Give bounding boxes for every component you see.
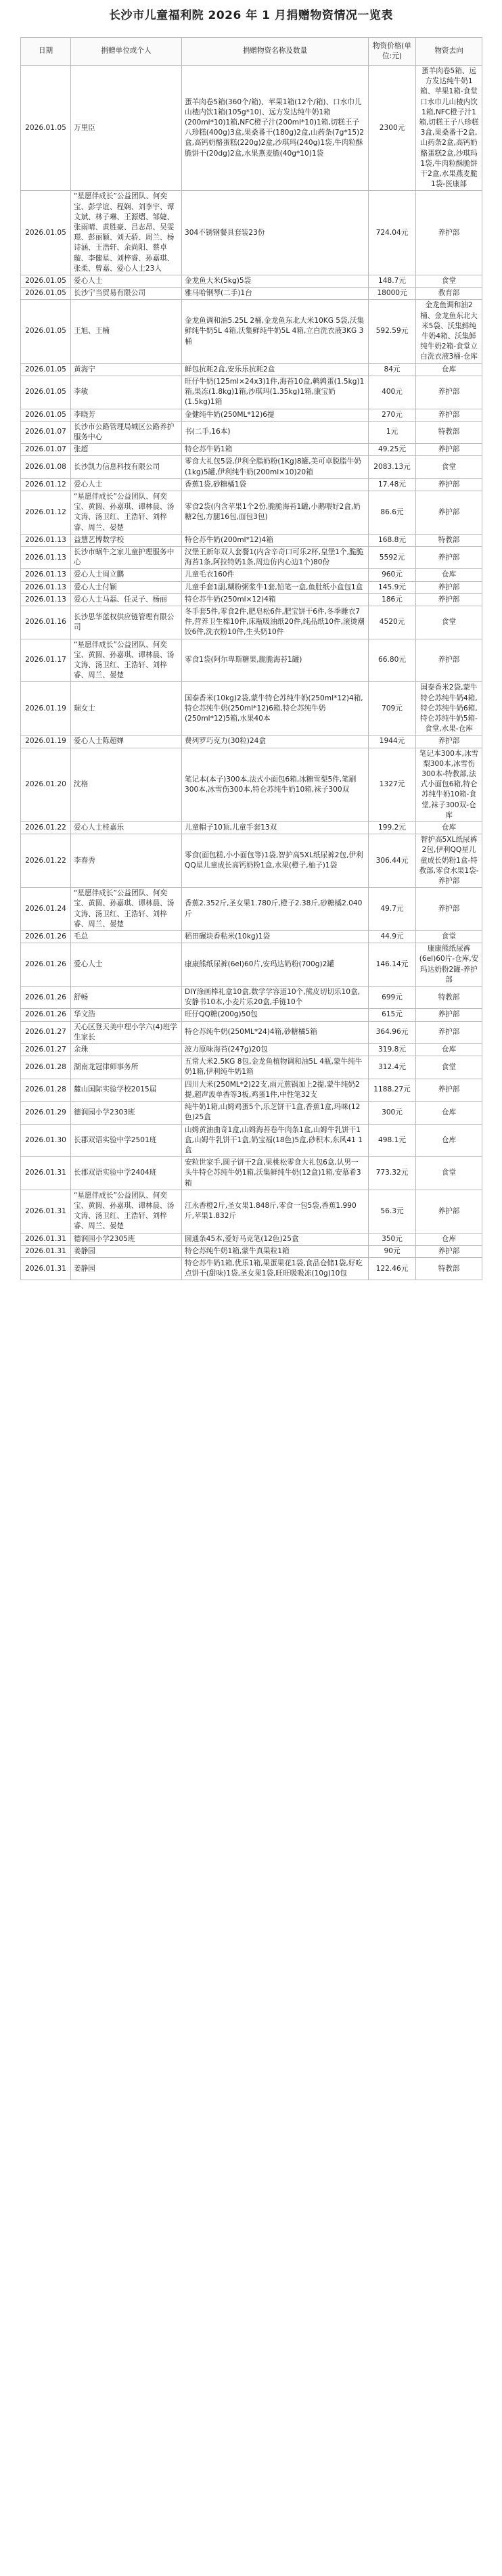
table-cell-items: 稻田碾块香粘米(10kg)1袋 (182, 931, 369, 943)
table-cell-destination: 特教部 (416, 1257, 482, 1280)
table-row (21, 478, 482, 491)
table-cell-donor: 爱心人士陈超婵 (71, 736, 182, 748)
table-cell-items: 特仑苏牛奶1箱 (182, 444, 369, 456)
table-row (21, 581, 482, 593)
table-cell-price: 699元 (369, 987, 416, 1009)
table-cell-items: 儿童手套1副,糊粉粥浆牛1套,铅笔一盒,鱼肚纸小盒包1盒 (182, 581, 369, 593)
table-cell-price: 44.9元 (369, 931, 416, 943)
table-cell-destination: 养护部 (416, 1245, 482, 1257)
table-cell-date: 2026.01.31 (21, 1233, 71, 1245)
table-row (21, 569, 482, 581)
table-cell-donor: 舒畅 (71, 987, 182, 1009)
table-cell-destination: 养护部 (416, 736, 482, 748)
table-cell-price: 306.44元 (369, 834, 416, 888)
table-row (21, 491, 482, 534)
table-cell-date: 2026.01.05 (21, 275, 71, 288)
table-cell-date: 2026.01.13 (21, 581, 71, 593)
table-cell-donor: 德润园小学2305班 (71, 1233, 182, 1245)
table-cell-destination: 康康熊纸尿裤(6el)60片-仓库,安玛达奶粉2罐-养护部 (416, 943, 482, 987)
table-cell-price: 2083.13元 (369, 456, 416, 478)
table-cell-destination: 仓库 (416, 1044, 482, 1056)
table-cell-price: 773.32元 (369, 1157, 416, 1190)
table-cell-items: 康康熊纸尿裤(6el)60片,安玛达奶粉(700g)2罐 (182, 943, 369, 987)
table-cell-date: 2026.01.05 (21, 363, 71, 376)
table-cell-donor: 长沙市公路管理局城区公路养护服务中心 (71, 421, 182, 443)
table-cell-donor: 王旭、王楠 (71, 300, 182, 363)
table-cell-date: 2026.01.31 (21, 1245, 71, 1257)
table-cell-date: 2026.01.07 (21, 444, 71, 456)
table-cell-date: 2026.01.24 (21, 888, 71, 931)
table-row (21, 593, 482, 606)
table-cell-items: 零食大礼包5袋,伊利全脂奶粉(1Kg)8罐,美可卓脱脂牛奶(1kg)5罐,伊利纯牛奶(200ml×10)20箱 (182, 456, 369, 478)
table-cell-destination: 食堂 (416, 275, 482, 288)
table-cell-price: 90元 (369, 1245, 416, 1257)
table-cell-donor: 麓山国际实验学校2015届 (71, 1079, 182, 1101)
table-cell-destination: 仓库 (416, 1102, 482, 1124)
table-row (21, 456, 482, 478)
table-cell-items: 304不锈钢餐具套装23份 (182, 191, 369, 275)
table-cell-donor: 爱心人士桂嘉乐 (71, 822, 182, 834)
table-row (21, 1157, 482, 1190)
table-cell-donor: “星愿伴成长”公益团队、何奕宝、黄圆、孙嘉琪、谭林晨、汤文涛、汤卫红、王浩轩、刘梓睿、周兰、晏楚 (71, 491, 182, 534)
table-row (21, 748, 482, 821)
table-cell-date: 2026.01.12 (21, 478, 71, 491)
table-cell-items: DIY涂画棒礼盒10盒,数学学容道10个,熊皮切切乐10盒,安静书10本,小麦片乐20盒,手链10个 (182, 987, 369, 1009)
table-row (21, 191, 482, 275)
table-cell-date: 2026.01.20 (21, 748, 71, 821)
table-cell-items: 金健纯牛奶(250ML*12)6提 (182, 409, 369, 421)
table-cell-date: 2026.01.28 (21, 1079, 71, 1101)
table-cell-date: 2026.01.26 (21, 943, 71, 987)
table-cell-destination: 食堂 (416, 1056, 482, 1079)
table-cell-items: 圆通条45本,爱好马克笔(12色)25盒 (182, 1233, 369, 1245)
table-cell-items: 香蕉2.352斤,圣女果1.780斤,橙子2.38斤,砂糖橘2.040斤 (182, 888, 369, 931)
table-cell-items: 雅马哈钢琴(二手)1台 (182, 288, 369, 300)
table-cell-date: 2026.01.05 (21, 191, 71, 275)
table-cell-items: 香蕉1袋,砂糖橘1袋 (182, 478, 369, 491)
table-cell-destination: 食堂 (416, 931, 482, 943)
table-cell-price: 84元 (369, 363, 416, 376)
table-row (21, 822, 482, 834)
table-cell-donor: 李敏 (71, 376, 182, 409)
table-cell-price: 960元 (369, 569, 416, 581)
table-cell-items: 零食(面包糕,小小面包等)1袋,智护高5XL纸尿裤2包,伊利QQ星儿童成长高钙奶粉1盒,水果(橙子,柚子)1袋 (182, 834, 369, 888)
header-destination: 物资去向 (416, 38, 482, 66)
table-row (21, 1079, 482, 1101)
table-row (21, 682, 482, 736)
table-cell-items: 江永香橙2斤,圣女果1.848斤,零食一包5袋,香蕉1.990斤,苹果1.832斤 (182, 1190, 369, 1233)
table-row (21, 1233, 482, 1245)
table-cell-donor: 毛总 (71, 931, 182, 943)
table-cell-price: 350元 (369, 1233, 416, 1245)
table-cell-donor: 李晓芳 (71, 409, 182, 421)
table-cell-items: 五常大米2.5KG 8包,金龙鱼植物调和油5L 4瓶,蒙牛纯牛奶1箱,伊利纯牛奶1箱 (182, 1056, 369, 1079)
table-cell-date: 2026.01.13 (21, 569, 71, 581)
table-cell-donor: 爱心人士马磊、任灵子、杨丽 (71, 593, 182, 606)
table-cell-donor: 余珠 (71, 1044, 182, 1056)
table-cell-destination: 养护部 (416, 639, 482, 682)
table-cell-donor: 长沙凯力信息科技有限公司 (71, 456, 182, 478)
table-cell-donor: “星愿伴成长”公益团队、何奕宝、黄圆、孙嘉琪、谭林晨、汤文涛、汤卫红、王浩轩、刘梓睿、周兰、晏楚 (71, 639, 182, 682)
table-cell-price: 498.1元 (369, 1124, 416, 1157)
table-cell-destination: 特教部 (416, 987, 482, 1009)
table-cell-price: 5592元 (369, 546, 416, 568)
table-cell-items: 冬手套5件,零食2件,肥皂松6件,肥宝饼干6件,冬季睡衣7件,营养卫生棉10件,床瓶吸油纸20件,纯品纸10件,滚烫潮饺6件,洗衣粉10件,生头奶10件 (182, 606, 369, 639)
table-cell-donor: 德润园小学2303班 (71, 1102, 182, 1124)
table-cell-date: 2026.01.13 (21, 546, 71, 568)
table-row (21, 409, 482, 421)
table-row (21, 288, 482, 300)
table-cell-items: 安粒世家手,圆子饼干2盒,果桃松零食大礼包6盒,认男一头牛特仑苏纯牛奶1箱,沃集鲜纯牛奶(12盒)1箱,安慕希3箱 (182, 1157, 369, 1190)
table-cell-price: 148.7元 (369, 275, 416, 288)
table-row (21, 66, 482, 191)
table-cell-price: 312.4元 (369, 1056, 416, 1079)
table-cell-date: 2026.01.05 (21, 300, 71, 363)
table-row (21, 736, 482, 748)
table-cell-price: 709元 (369, 682, 416, 736)
table-cell-date: 2026.01.16 (21, 606, 71, 639)
table-row (21, 1245, 482, 1257)
table-cell-date: 2026.01.05 (21, 409, 71, 421)
table-cell-date: 2026.01.27 (21, 1044, 71, 1056)
table-cell-donor: “星愿伴成长”公益团队、何奕宝、黄圆、孙嘉琪、谭林晨、汤文涛、汤卫红、王浩轩、刘梓睿、周兰、晏楚 (71, 888, 182, 931)
table-cell-donor: 华文浩 (71, 1009, 182, 1021)
table-cell-price: 592.59元 (369, 300, 416, 363)
table-cell-items: 旺仔牛奶(125ml×24x3)1件,海苔10盒,鹌鹑蛋(1.5kg)1箱,果冻(1.8kg)1箱,沙琪玛(1.35kg)1箱,康宝奶(1.5kg)1箱 (182, 376, 369, 409)
table-cell-items: 特仑苏牛奶(200ml*12)4箱 (182, 534, 369, 546)
table-row (21, 639, 482, 682)
table-cell-destination: 养护部 (416, 1021, 482, 1043)
header-price: 物资价格(单位:元) (369, 38, 416, 66)
table-cell-donor: 爱心人士 (71, 943, 182, 987)
table-cell-donor: 爱心人士周立鹏 (71, 569, 182, 581)
table-cell-destination: 食堂 (416, 606, 482, 639)
table-cell-price: 364.96元 (369, 1021, 416, 1043)
table-row (21, 888, 482, 931)
table-cell-donor: 李春秀 (71, 834, 182, 888)
table-cell-items: 纯牛奶1箱,山姆鸡蛋5个,乐芝饼干1盒,香蕉1盒,玛咪(12色)25盒 (182, 1102, 369, 1124)
table-cell-items: 特仑苏牛奶(250ml×12)4箱 (182, 593, 369, 606)
table-cell-donor: 姜静园 (71, 1245, 182, 1257)
table-cell-donor: 长郡双语实验中学2501班 (71, 1124, 182, 1157)
table-cell-price: 300元 (369, 1102, 416, 1124)
table-cell-donor: 爱心人士付颖 (71, 581, 182, 593)
table-row (21, 376, 482, 409)
table-cell-price: 86.6元 (369, 491, 416, 534)
table-cell-items: 特仑苏纯牛奶(250ML*24)4箱,砂糖橘5箱 (182, 1021, 369, 1043)
table-cell-date: 2026.01.22 (21, 822, 71, 834)
table-cell-items: 四川大米(250ML*2)22支,雨元煎锅加上2提,蒙牛纯奶2提,超声波单香等3板,鸡蛋1件,中性笔32支 (182, 1079, 369, 1101)
table-cell-date: 2026.01.31 (21, 1190, 71, 1233)
table-cell-items: 国泰香米(10kg)2袋,蒙牛特仑苏纯牛奶(250ml*12)4箱,特仑苏纯牛奶(250ml*12)6箱,特仑苏纯牛奶(250ml*12)5箱,水果40本 (182, 682, 369, 736)
table-cell-donor: 长沙市蜗牛之家儿童护理服务中心 (71, 546, 182, 568)
table-cell-destination: 食堂 (416, 456, 482, 478)
table-cell-donor: 爱心人士 (71, 275, 182, 288)
table-cell-destination: 养护部 (416, 593, 482, 606)
table-cell-items: 零食2袋(内含苹果1个2份,脆脆海苔1罐,小鹅喂好2盒,奶糖2包,方腿16包,面包3包) (182, 491, 369, 534)
table-cell-donor: “星愿伴成长”公益团队、何奕宝、彭学谊、程娴、刘李宇、谭文斌、林子琳、王源熠、邹婕、张雨晴、黄胜豪、吕志昂、吴雯璟、彭丽颖、刘天骄、周兰、杨诗涵、王浩轩、余尚阳、蔡卓璇、李健星、刘梓睿、孙嘉琪、张柔、曾嘉、爱心人士23人 (71, 191, 182, 275)
table-cell-donor: 沈格 (71, 748, 182, 821)
table-row (21, 1124, 482, 1157)
table-cell-items: 金龙鱼调和油5.25L 2桶,金龙鱼东北大米10KG 5袋,沃集鲜纯牛奶5L 4箱,沃集鲜纯牛奶5L 4箱,立白洗衣液3KG 3桶 (182, 300, 369, 363)
table-cell-price: 2300元 (369, 66, 416, 191)
table-cell-donor: 黄海宁 (71, 363, 182, 376)
table-cell-price: 146.14元 (369, 943, 416, 987)
table-cell-date: 2026.01.26 (21, 931, 71, 943)
table-cell-destination: 养护部 (416, 409, 482, 421)
table-cell-items: 汉堡王新年双人套餐1(内含辛奇口可乐2杯,皇堡1个,脆脆海苔1条,阿拉特奶1条,周边仿内心边1个)80份 (182, 546, 369, 568)
table-row (21, 1102, 482, 1124)
header-date: 日期 (21, 38, 71, 66)
table-cell-destination: 养护部 (416, 1190, 482, 1233)
table-row (21, 1056, 482, 1079)
table-cell-destination: 养护部 (416, 191, 482, 275)
table-cell-items: 旺仔QQ糖(200g)50包 (182, 1009, 369, 1021)
table-cell-destination: 教育部 (416, 288, 482, 300)
table-body (21, 66, 482, 1280)
table-cell-date: 2026.01.05 (21, 66, 71, 191)
table-cell-destination: 仓库 (416, 1124, 482, 1157)
table-cell-price: 319.8元 (369, 1044, 416, 1056)
table-cell-destination: 仓库 (416, 569, 482, 581)
table-cell-price: 4520元 (369, 606, 416, 639)
table-cell-price: 400元 (369, 376, 416, 409)
table-cell-price: 17.48元 (369, 478, 416, 491)
table-row (21, 444, 482, 456)
table-row (21, 363, 482, 376)
table-row (21, 1257, 482, 1280)
table-cell-price: 18000元 (369, 288, 416, 300)
table-cell-donor: 张超 (71, 444, 182, 456)
table-cell-destination: 养护部 (416, 444, 482, 456)
table-cell-items: 特仑苏纯牛奶1箱,蒙牛真果粒1箱 (182, 1245, 369, 1257)
table-cell-destination: 养护部 (416, 376, 482, 409)
table-cell-destination: 智护高5XL纸尿裤2包,伊利QQ星儿童成长奶粉1盒-特教部,零食水果1袋-养护部 (416, 834, 482, 888)
table-cell-donor: 姜静园 (71, 1257, 182, 1280)
donation-table (20, 37, 482, 1280)
table-cell-items: 儿童毛衣160件 (182, 569, 369, 581)
table-row (21, 534, 482, 546)
table-row (21, 943, 482, 987)
table-row (21, 987, 482, 1009)
table-cell-price: 1327元 (369, 748, 416, 821)
table-cell-destination: 特教部 (416, 421, 482, 443)
table-cell-items: 零食1袋(阿尔卑斯糖果,脆脆海苔1罐) (182, 639, 369, 682)
table-row (21, 421, 482, 443)
table-cell-date: 2026.01.17 (21, 639, 71, 682)
table-cell-donor: 爱心人士 (71, 478, 182, 491)
table-cell-destination: 养护部 (416, 1079, 482, 1101)
table-cell-items: 特仑苏牛奶1箱,优乐1箱,果蛋果花1袋,食品仓储1袋,好吃点饼干(甜味)1袋,圣女果1袋,旺旺吸吸冻(10g)10包 (182, 1257, 369, 1280)
table-cell-destination: 养护部 (416, 1009, 482, 1021)
table-cell-date: 2026.01.13 (21, 534, 71, 546)
table-cell-destination: 养护部 (416, 888, 482, 931)
table-row (21, 931, 482, 943)
table-row (21, 1044, 482, 1056)
table-cell-date: 2026.01.26 (21, 1009, 71, 1021)
table-row (21, 606, 482, 639)
table-cell-price: 724.04元 (369, 191, 416, 275)
table-cell-date: 2026.01.31 (21, 1157, 71, 1190)
table-cell-price: 49.25元 (369, 444, 416, 456)
table-cell-donor: 益慧艺博数学校 (71, 534, 182, 546)
table-cell-donor: 长沙宁当贸易有限公司 (71, 288, 182, 300)
table-cell-date: 2026.01.05 (21, 376, 71, 409)
table-cell-donor: 长沙思华蓝权供应链管理有限公司 (71, 606, 182, 639)
table-cell-destination: 金龙鱼调和油2桶、金龙鱼东北大米5袋、沃集鲜纯牛奶4箱、沃集鲜纯牛奶2箱-食堂立白洗衣液3桶-仓库 (416, 300, 482, 363)
table-cell-destination: 食堂 (416, 1157, 482, 1190)
table-cell-destination: 仓库 (416, 1233, 482, 1245)
table-cell-price: 615元 (369, 1009, 416, 1021)
table-cell-items: 笔记本(本子)300本,法式小面包6箱,冰糖雪梨5件,笔刷300本,冰雪伤300本,特仑苏纯牛奶10箱,袜子300双 (182, 748, 369, 821)
table-cell-price: 145.9元 (369, 581, 416, 593)
table-cell-donor: 长郡双语实验中学2404班 (71, 1157, 182, 1190)
table-cell-price: 186元 (369, 593, 416, 606)
table-cell-price: 122.46元 (369, 1257, 416, 1280)
table-cell-donor: 天心区登天美中理小学六(4)班学生家长 (71, 1021, 182, 1043)
table-header-row (21, 38, 482, 66)
table-cell-date: 2026.01.26 (21, 987, 71, 1009)
table-cell-date: 2026.01.28 (21, 1056, 71, 1079)
table-cell-items: 鲜包抗耗2盒,安乐乐抗耗2盒 (182, 363, 369, 376)
table-cell-date: 2026.01.05 (21, 288, 71, 300)
table-row (21, 546, 482, 568)
table-cell-price: 49.7元 (369, 888, 416, 931)
table-cell-donor: 万里臣 (71, 66, 182, 191)
table-cell-date: 2026.01.30 (21, 1124, 71, 1157)
table-cell-date: 2026.01.07 (21, 421, 71, 443)
table-cell-destination: 蛋羊肉卷5箱、远方发达纯牛奶1箱、苹果1箱-食堂口水巾儿山楂内饮1箱,NFC橙子汁1箱,切糕王子八珍糕3盒,果桑番干2盒,山药条2盒,高钙奶酪蛋糕2盒,沙琪玛1袋,牛肉粒酥脆饼干2盒,水果燕麦脆1袋-医康部 (416, 66, 482, 191)
table-cell-items: 书(二手,16本) (182, 421, 369, 443)
table-cell-items: 费列罗巧克力(30粒)24盒 (182, 736, 369, 748)
table-cell-destination: 国泰香米2袋,蒙牛特仑苏纯牛奶4箱,特仑苏纯牛奶6箱,特仑苏纯牛奶5箱-食堂,水果-仓库 (416, 682, 482, 736)
table-row (21, 1009, 482, 1021)
table-cell-destination: 养护部 (416, 478, 482, 491)
table-cell-items: 蛋羊肉卷5箱(360个/箱)、苹果1箱(12个/箱)、口水巾儿山楂内饮1箱(105g*10)、远方发达纯牛奶1箱(200ml*10)1箱,NFC橙子汁(200ml*10)1箱,切糕王子八珍糕(400g)3盒,果桑番干(180g)2盒,山药条(7g*15)2盒,高钙奶酪蛋糕(220g)2盒,沙琪玛(240g)1袋,牛肉粒酥脆饼干(20dg)2盒,水果燕麦脆(40g*10)1袋 (182, 66, 369, 191)
header-donor: 捐赠单位或个人 (71, 38, 182, 66)
table-cell-date: 2026.01.31 (21, 1257, 71, 1280)
table-row (21, 834, 482, 888)
table-cell-date: 2026.01.22 (21, 834, 71, 888)
table-cell-price: 1188.27元 (369, 1079, 416, 1101)
table-cell-date: 2026.01.19 (21, 682, 71, 736)
table-cell-date: 2026.01.12 (21, 491, 71, 534)
table-row (21, 300, 482, 363)
table-cell-destination: 仓库 (416, 822, 482, 834)
table-row (21, 1021, 482, 1043)
table-cell-price: 199.2元 (369, 822, 416, 834)
page-title: 长沙市儿童福利院 2026 年 1 月捐赠物资情况一览表 (109, 9, 393, 22)
table-cell-donor: “星愿伴成长”公益团队、何奕宝、黄圆、孙嘉琪、谭林晨、汤文涛、汤卫红、王浩轩、刘梓睿、周兰、晏楚 (71, 1190, 182, 1233)
table-row (21, 275, 482, 288)
table-cell-price: 1元 (369, 421, 416, 443)
table-cell-price: 168.8元 (369, 534, 416, 546)
table-cell-items: 山姆黄油曲奇1盒,山姆海苔卷牛肉条1盒,山姆牛乳饼干1盒,山姆牛乳饼干1盒,奶宝福(18色)5盒,砂积木,东风41 1盒 (182, 1124, 369, 1157)
table-cell-donor: 瑞女士 (71, 682, 182, 736)
table-cell-destination: 仓库 (416, 363, 482, 376)
table-cell-items: 儿童帽子10顶,儿童手套13双 (182, 822, 369, 834)
table-cell-date: 2026.01.19 (21, 736, 71, 748)
table-cell-items: 金龙鱼大米(5kg)5袋 (182, 275, 369, 288)
table-cell-donor: 湖南龙冠律师事务所 (71, 1056, 182, 1079)
table-cell-destination: 笔记本300本,冰雪梨300本,冰雪伤300本-特教部,法式小面包6箱,特仑苏纯牛奶10箱-食堂,袜子300双-仓库 (416, 748, 482, 821)
table-cell-destination: 特教部 (416, 534, 482, 546)
table-cell-price: 270元 (369, 409, 416, 421)
table-cell-date: 2026.01.13 (21, 593, 71, 606)
table-cell-price: 56.3元 (369, 1190, 416, 1233)
table-cell-destination: 养护部 (416, 581, 482, 593)
table-cell-destination: 养护部 (416, 491, 482, 534)
table-cell-date: 2026.01.27 (21, 1021, 71, 1043)
table-cell-items: 波力原味海苔(247g)20包 (182, 1044, 369, 1056)
table-cell-price: 66.80元 (369, 639, 416, 682)
table-row (21, 1190, 482, 1233)
header-items: 捐赠物资名称及数量 (182, 38, 369, 66)
table-cell-date: 2026.01.08 (21, 456, 71, 478)
table-cell-date: 2026.01.29 (21, 1102, 71, 1124)
table-cell-price: 1944元 (369, 736, 416, 748)
table-cell-destination: 养护部 (416, 546, 482, 568)
